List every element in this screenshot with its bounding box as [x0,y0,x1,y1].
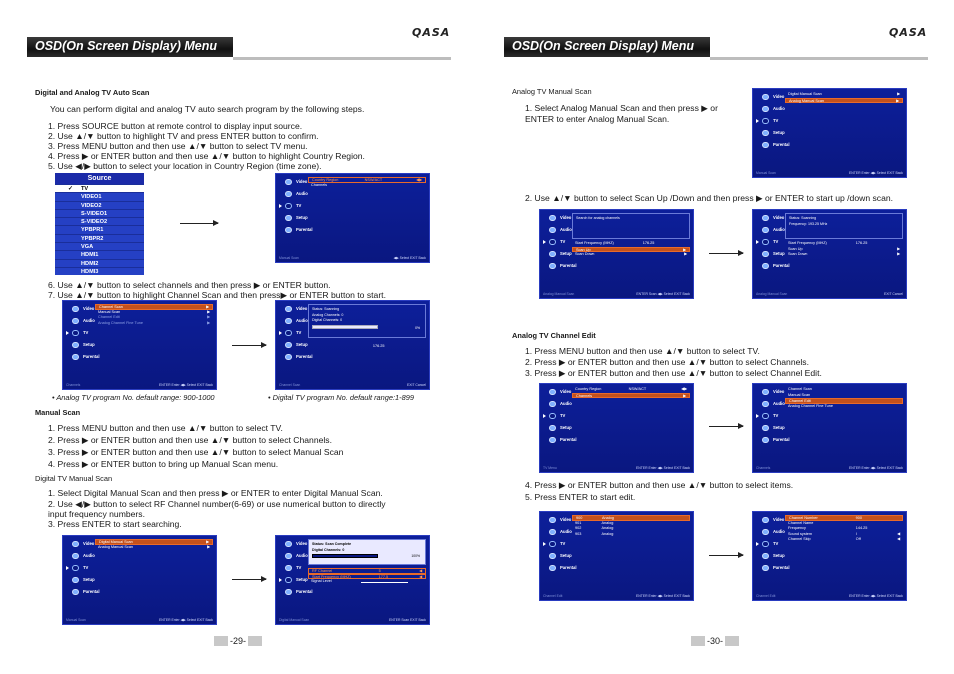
osd-row-channel-edit[interactable]: Channel Edit [785,398,903,404]
menu-item-audio[interactable]: Audio [753,103,783,115]
osd-status: TV Menu [543,466,557,470]
enter-icon: ▶ [207,544,210,549]
osd-edit-channels [752,383,907,473]
menu-item-tv[interactable]: TV [540,236,570,248]
osd-menu [753,386,790,446]
menu-item-video[interactable]: Video [753,91,783,103]
source-item[interactable]: HDMI2 [55,259,144,267]
menu-item-tv[interactable]: TV [753,538,783,550]
menu-item-parental[interactable]: Parental [63,586,93,598]
left-right-icon: ◀ [419,574,422,579]
arrow-icon [180,223,218,224]
video-icon [762,517,769,523]
menu-item-setup[interactable]: Setup [276,212,306,224]
osd-row-digital-manual[interactable]: Digital Manual Scan ▶ [788,92,900,96]
osd-row-frequency[interactable]: Frequency 144.25 [788,526,868,531]
source-item[interactable]: S-VIDEO2 [55,217,144,225]
menu-item-tv[interactable]: TV [276,327,306,339]
note-digital-range: • Digital TV program No. default range:1-899 [268,393,414,402]
osd-status: Manual Scan [66,618,86,622]
osd-keys: ENTER Enter ◀▶ Select EXIT Back [849,171,903,175]
enter-icon: ▶ [683,247,686,252]
menu-item-tv[interactable]: TV [63,562,93,574]
menu-item-setup[interactable]: Setup [276,339,306,351]
menu-item-video[interactable]: Video [753,212,783,224]
menu-item-setup[interactable]: Setup [753,127,783,139]
osd-row-analog-manual[interactable]: Analog Manual Scan ▶ [98,544,210,549]
setup-icon [285,577,292,583]
enter-icon: ▶ [897,246,900,251]
tv-icon [762,413,769,419]
scan-status-panel: Status: Scan Complete Digital Channels: 0 100% [308,539,426,565]
arrow-icon [232,345,266,346]
audio-icon [549,227,556,233]
edit-step-5: 5. Press ENTER to start edit. [525,492,636,502]
scan-percent: 0% [415,326,420,330]
scan-progress-bar [312,325,378,329]
scan-status-panel: Status: Scanning Analog Channels: 0 Digital Channels: 0 0% [308,304,426,338]
osd-row-analog-manual[interactable]: Analog Manual Scan ▶ [785,98,903,104]
video-icon [549,389,556,395]
setup-icon [762,251,769,257]
osd-status: Channels [66,383,81,387]
video-icon [72,541,79,547]
manual-scan-heading: Manual Scan [35,408,81,417]
menu-item-setup[interactable]: Setup [276,574,306,586]
channel-edit-heading: Analog TV Channel Edit [512,331,596,340]
audio-icon [762,529,769,535]
audio-icon [549,401,556,407]
menu-item-audio[interactable]: Audio [276,188,306,200]
page-number: -30- [691,635,739,647]
enter-icon: ▶ [683,393,686,398]
osd-keys: ENTER Enter ◀▶ Select EXIT Back [849,594,903,598]
source-item[interactable]: ✓ TV [55,184,144,192]
atv-step-1: 1. Select Analog Manual Scan and then press ▶ or [525,103,718,113]
osd-row-start-frequency[interactable]: Start Frequency (MHZ) 176.25 [575,241,655,245]
enter-icon: ▶ [206,540,209,544]
menu-item-video[interactable]: Video [63,538,93,550]
audio-icon [762,227,769,233]
osd-keys: ENTER Enter ◀▶ Select EXIT Back [159,618,213,622]
video-icon [549,517,556,523]
scan-percent: 100% [411,554,420,558]
audio-icon [285,191,292,197]
auto-scan-heading: Digital and Analog TV Auto Scan [35,88,150,97]
setup-icon [285,215,292,221]
section-title: OSD(On Screen Display) Menu [35,39,217,53]
osd-status: Manual Scan [756,171,776,175]
osd-row-channel-scan[interactable]: Channel Scan [788,387,812,391]
menu-item-setup[interactable]: Setup [753,550,783,562]
parental-icon [285,227,292,233]
osd-row-sound-system[interactable]: Sound system I ◀ [788,531,900,536]
setup-icon [72,342,79,348]
dtv-manual-heading: Digital TV Manual Scan [35,474,113,483]
source-item[interactable]: YPBPR2 [55,234,144,242]
menu-item-audio[interactable]: Audio [540,526,570,538]
osd-menu [540,212,577,272]
page-right [477,0,954,674]
osd-keys: EXIT Cancel [407,383,426,387]
menu-item-tv[interactable]: TV [753,236,783,248]
osd-row-channels[interactable]: Channels [311,182,328,187]
video-icon [549,215,556,221]
tv-icon [285,203,292,209]
setup-icon [549,425,556,431]
tv-icon [72,330,79,336]
osd-menu [63,538,100,598]
parental-icon [285,589,292,595]
setup-icon [72,577,79,583]
step-7: 7. Use ▲/▼ button to highlight Channel Scan and then press▶ or ENTER button to start. [48,290,386,300]
osd-status: Channel Edit [756,594,776,598]
source-item[interactable]: HDMI1 [55,250,144,258]
menu-item-tv[interactable]: TV [540,538,570,550]
osd-row-fine-tune[interactable]: Analog Channel Fine Tune [788,403,833,408]
atv-manual-heading: Analog TV Manual Scan [512,87,592,96]
channel-row[interactable]: 900 Analog [572,515,690,521]
banner-rule [233,57,451,60]
osd-row-channel-name[interactable]: Channel Name [788,520,814,525]
osd-keys: ENTER Enter ◀▶ Select EXIT Back [636,466,690,470]
menu-item-tv[interactable]: TV [276,200,306,212]
osd-dtv-manual-menu [62,535,217,625]
tv-icon [549,413,556,419]
menu-item-tv[interactable]: TV [753,410,783,422]
osd-status: Manual Scan [279,256,299,260]
menu-item-parental[interactable]: Parental [540,562,570,574]
edit-step-4: 4. Press ▶ or ENTER button and then use ▲/▼ button to select items. [525,480,794,490]
step-3: 3. Press MENU button and then use ▲/▼ button to select TV menu. [48,141,308,151]
source-item[interactable]: VIDEO2 [55,201,144,209]
tv-icon [762,118,769,124]
audio-icon [72,553,79,559]
left-right-icon: ◀ [897,531,900,536]
channel-row[interactable]: 902 Analog [575,526,614,531]
osd-status: Digital Manual Scan [279,618,310,622]
osd-status: Channels [756,466,771,470]
setup-icon [762,553,769,559]
menu-item-audio[interactable]: Audio [540,398,570,410]
tv-icon [285,565,292,571]
section-title: OSD(On Screen Display) Menu [512,39,694,53]
osd-atv-scan-search [539,209,694,299]
osd-row-rf-channel[interactable]: RF Channel 5 ◀ [308,568,426,574]
osd-status: Channel Scan [279,383,301,387]
osd-keys: ENTER Scan ◀▶ Select EXIT Back [636,292,690,296]
parental-icon [762,437,769,443]
enter-icon: ▶ [207,315,210,320]
parental-icon [549,263,556,269]
source-item[interactable]: YPBPR1 [55,225,144,233]
enter-icon: ▶ [897,92,900,96]
enter-icon: ▶ [207,320,210,325]
osd-tv-menu [275,173,430,263]
parental-icon [549,437,556,443]
osd-channel-edit-list [539,511,694,601]
osd-keys: EXIT Cancel [884,292,903,296]
menu-item-video[interactable]: Video [276,538,306,550]
menu-item-parental[interactable]: Parental [540,434,570,446]
osd-status: Channel Edit [543,594,563,598]
menu-item-audio[interactable]: Audio [276,315,306,327]
brand-logo: QASA [889,26,928,39]
enter-icon: ▶ [684,252,687,257]
osd-menu [540,514,577,574]
menu-item-tv[interactable]: TV [753,115,783,127]
enter-icon: ▶ [896,98,899,103]
osd-row-scan-up[interactable]: Scan Up ▶ [572,247,690,253]
scan-frequency: 176.25 [372,344,385,348]
menu-item-audio[interactable]: Audio [276,550,306,562]
manual-step-3: 3. Press ▶ or ENTER button and then use ▲/▼ button to select Manual Scan [48,447,344,457]
tv-icon [762,239,769,245]
enter-icon: ▶ [206,305,209,309]
osd-row-signal-level: Signal Level [311,579,332,584]
audio-icon [72,318,79,324]
step-2: 2. Use ▲/▼ button to highlight TV and press ENTER button to confirm. [48,131,319,141]
menu-item-video[interactable]: Video [276,176,306,188]
osd-row-channel-edit[interactable]: Channel Edit ▶ [98,315,210,320]
osd-row-manual-scan[interactable]: Manual Scan ▶ [98,309,210,314]
source-item[interactable]: VIDEO1 [55,192,144,200]
osd-row-channels[interactable]: Channels ▶ [572,393,690,399]
edit-step-1: 1. Press MENU button and then use ▲/▼ button to select TV. [525,346,760,356]
note-analog-range: • Analog TV program No. default range: 900-1000 [52,393,215,402]
video-icon [762,94,769,100]
menu-item-parental[interactable]: Parental [540,260,570,272]
osd-menu [276,176,313,236]
menu-item-tv[interactable]: TV [63,327,93,339]
menu-item-setup[interactable]: Setup [540,248,570,260]
osd-atv-scan-scanning [752,209,907,299]
menu-item-setup[interactable]: Setup [753,248,783,260]
setup-icon [549,251,556,257]
scan-status-panel: Status: Scanning Frequency: 193.25 MHz [785,213,903,239]
osd-row-scan-down[interactable]: Scan Down ▶ [575,252,687,257]
menu-item-video[interactable]: Video [276,303,306,315]
source-list-title: Source [55,173,144,184]
video-icon [285,179,292,185]
left-right-icon: ◀▶ [681,387,687,391]
arrow-icon [709,555,743,556]
menu-item-tv[interactable]: TV [540,410,570,422]
osd-row-scan-up[interactable]: Scan Up ▶ [788,246,900,251]
osd-keys: ENTER Scan EXIT Back [388,618,426,622]
source-list [55,173,144,275]
channel-row[interactable]: 903 Analog [575,531,614,536]
edit-step-2: 2. Press ▶ or ENTER button and then use ▲/▼ button to select Channels. [525,357,809,367]
setup-icon [762,425,769,431]
menu-item-setup[interactable]: Setup [540,550,570,562]
osd-row-country[interactable]: Country Region NSW/ACT ◀▶ [308,177,426,183]
parental-icon [285,354,292,360]
step-5: 5. Use ◀/▶ button to select your location in Country Region (time zone). [48,161,322,171]
osd-channel-scan [275,300,430,390]
menu-item-parental[interactable]: Parental [276,224,306,236]
osd-channel-edit-detail [752,511,907,601]
osd-row-channel-number[interactable]: Channel Number 900 [785,515,903,521]
menu-item-video[interactable]: Video [63,303,93,315]
parental-icon [72,589,79,595]
audio-icon [285,318,292,324]
video-icon [72,306,79,312]
osd-menu [753,91,790,151]
source-item[interactable]: HDMI3 [55,267,144,275]
audio-icon [762,106,769,112]
section-banner [27,37,233,57]
left-right-icon: ◀ [419,569,422,573]
menu-item-parental[interactable]: Parental [753,260,783,272]
arrow-icon [232,579,266,580]
setup-icon [762,130,769,136]
banner-rule [710,57,928,60]
menu-item-video[interactable]: Video [753,386,783,398]
osd-menu [276,303,313,363]
page-number: -29- [214,635,262,647]
osd-row-manual-scan[interactable]: Manual Scan [788,392,811,397]
audio-icon [549,529,556,535]
menu-item-video[interactable]: Video [540,386,570,398]
osd-edit-tv-menu [539,383,694,473]
menu-item-parental[interactable]: Parental [753,434,783,446]
dtv-step-2: 2. Use ◀/▶ button to select RF Channel number(6-69) or use numerical button to directly [48,499,386,509]
tv-icon [285,330,292,336]
osd-row-channel-skip[interactable]: Channel Skip Off ◀ [788,537,900,542]
manual-step-2: 2. Press ▶ or ENTER button and then use ▲/▼ button to select Channels. [48,435,332,445]
menu-item-tv[interactable]: TV [276,562,306,574]
osd-row-start-frequency[interactable]: Start Frequency (MHZ) 177.5 ◀ [308,574,426,580]
menu-item-video[interactable]: Video [540,514,570,526]
tv-icon [762,541,769,547]
osd-keys: ENTER Enter ◀▶ Select EXIT Back [636,594,690,598]
brand-logo: QASA [412,26,451,39]
menu-item-video[interactable]: Video [753,514,783,526]
menu-item-parental[interactable]: Parental [276,586,306,598]
osd-keys: ENTER Enter ◀▶ Select EXIT Back [159,383,213,387]
tv-icon [549,541,556,547]
step-4: 4. Press ▶ or ENTER button and then use ▲/▼ button to highlight Country Region. [48,151,365,161]
video-icon [285,541,292,547]
left-right-icon: ◀ [897,537,900,542]
menu-item-audio[interactable]: Audio [63,550,93,562]
osd-row-start-frequency[interactable]: Start Frequency (MHZ) 176.25 [788,241,868,245]
video-icon [762,389,769,395]
menu-item-audio[interactable]: Audio [63,315,93,327]
osd-menu [276,538,313,598]
menu-item-setup[interactable]: Setup [540,422,570,434]
menu-item-audio[interactable]: Audio [540,224,570,236]
osd-atv-manual-menu [752,88,907,178]
osd-menu [753,514,790,574]
enter-icon: ▶ [207,309,210,314]
osd-dtv-manual-scan [275,535,430,625]
menu-item-parental[interactable]: Parental [63,351,93,363]
arrow-icon [709,253,743,254]
audio-icon [285,553,292,559]
osd-row-country[interactable]: Country Region NSW/ACT ◀▶ [575,387,687,391]
parental-icon [762,263,769,269]
setup-icon [285,342,292,348]
step-1: 1. Press SOURCE button at remote control to display input source. [48,121,303,131]
parental-icon [72,354,79,360]
edit-step-3: 3. Press ▶ or ENTER button and then use ▲/▼ button to select Channel Edit. [525,368,822,378]
osd-menu [540,386,577,446]
source-item[interactable]: S-VIDEO1 [55,209,144,217]
osd-menu [63,303,100,363]
scan-status-panel: Search for analog channels [572,213,690,239]
setup-icon [549,553,556,559]
menu-item-audio[interactable]: Audio [753,526,783,538]
osd-status: Analog Manual Scan [756,292,788,296]
osd-channels-menu [62,300,217,390]
audio-icon [762,401,769,407]
menu-item-setup[interactable]: Setup [63,339,93,351]
arrow-icon [709,426,743,427]
atv-step-2: 2. Use ▲/▼ button to select Scan Up /Down and then press ▶ or ENTER to start up /down scan. [525,193,894,203]
manual-step-1: 1. Press MENU button and then use ▲/▼ button to select TV. [48,423,283,433]
video-icon [285,306,292,312]
atv-step-1b: ENTER to enter Analog Manual Scan. [525,114,670,124]
dtv-step-2b: input frequency numbers. [48,509,145,519]
section-banner [504,37,710,57]
tv-icon [549,239,556,245]
parental-icon [762,142,769,148]
osd-row-digital-manual[interactable]: Digital Manual Scan ▶ [95,539,213,545]
osd-status: Analog Manual Scan [543,292,575,296]
osd-keys: ◀▶ Select EXIT Back [393,256,426,260]
osd-menu [753,212,790,272]
osd-keys: ENTER Enter ◀▶ Select EXIT Back [849,466,903,470]
step-6: 6. Use ▲/▼ button to select channels and then press ▶ or ENTER button. [48,280,331,290]
scan-progress-bar [312,554,378,558]
manual-step-4: 4. Press ▶ or ENTER button to bring up Manual Scan menu. [48,459,279,469]
tv-icon [72,565,79,571]
osd-row-fine-tune[interactable]: Analog Channel Fine Tune ▶ [98,320,210,325]
dtv-step-1: 1. Select Digital Manual Scan and then press ▶ or ENTER to enter Digital Manual Scan. [48,488,383,498]
menu-item-audio[interactable]: Audio [753,224,783,236]
source-item[interactable]: VGA [55,242,144,250]
menu-item-setup[interactable]: Setup [63,574,93,586]
parental-icon [549,565,556,571]
enter-icon: ▶ [897,252,900,257]
menu-item-parental[interactable]: Parental [276,351,306,363]
menu-item-audio[interactable]: Audio [753,398,783,410]
osd-row-scan-down[interactable]: Scan Down ▶ [788,252,900,257]
video-icon [762,215,769,221]
menu-item-parental[interactable]: Parental [753,139,783,151]
channel-row[interactable]: 901 Analog [575,520,614,525]
menu-item-video[interactable]: Video [540,212,570,224]
auto-scan-intro: You can perform digital and analog TV auto search program by the following steps. [50,104,365,114]
menu-item-parental[interactable]: Parental [753,562,783,574]
dtv-step-3: 3. Press ENTER to start searching. [48,519,182,529]
osd-row-channel-scan[interactable]: Channel Scan ▶ [95,304,213,310]
menu-item-setup[interactable]: Setup [753,422,783,434]
parental-icon [762,565,769,571]
